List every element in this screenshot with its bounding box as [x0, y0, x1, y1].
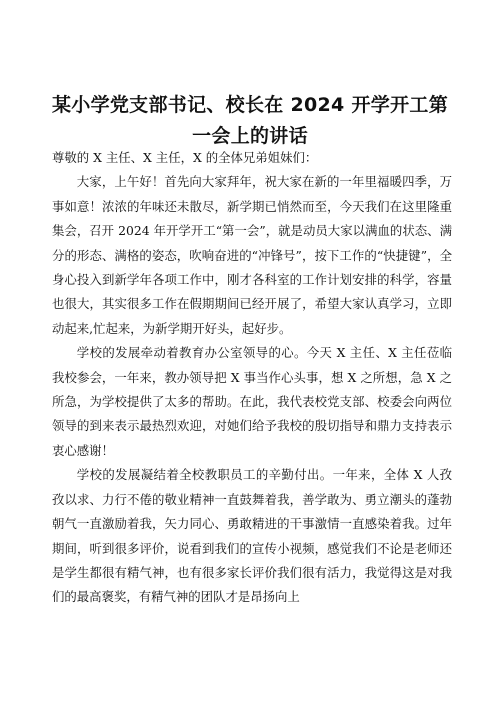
salutation: 尊敬的 X 主任、X 主任，X 的全体兄弟姐妹们：: [52, 150, 318, 165]
paragraph-staff: 学校的发展凝结着全校教职员工的辛勤付出。一年来，全体 X 人孜孜以求、力行不倦的敬业精神一直鼓舞着我，善学敢为、勇立潮头的蓬勃朝气一直激励着我，矢力同心、勇敢精进的干事激情一直感染着我。过年期间，听到很多评价，说看到我们的宣传小视频，感觉我们不论是老师还是学生都很有精气神，也有很多家长评价我们很有活力，我觉得这是对我们的最高褒奖，有精气神的团队才是昂扬向上: [52, 467, 452, 605]
document-body: [52, 146, 452, 610]
paragraph-greeting: 大家，上午好！首先向大家拜年，祝大家在新的一年里福暖四季，万事如意！浓浓的年味还未散尽，新学期已悄然而至，今天我们在这里隆重集会，召开 2024 年开学开工“第一会”，就是动员大家以满血的状态、满分的形态、满格的姿态，吹响奋进的“冲锋号”，按下工作的“快捷键”，全身心投入到新学年各项工作中，刚才各科室的工作计划安排的科学，容量也很大，其实很多工作在假期期间已经开展了，希望大家认真学习，立即动起来,忙起来，为新学期开好头，起好步。: [52, 174, 452, 336]
title-line-1: 某小学党支部书记、校长在 2024 开学开工第: [51, 94, 448, 116]
document-title: [40, 90, 460, 152]
title-line-2: 一会上的讲话: [192, 125, 308, 147]
paragraph-leadership: 学校的发展牵动着教育办公室领导的心。今天 X 主任、X 主任莅临我校参会，一年来，教办领导把 X 事当作心头事，想 X 之所想，急 X 之所急，为学校提供了太多的帮助。在此，我代表校党支部、校委会向两位领导的到来表示最热烈欢迎，对她们给予我校的殷切指导和鼎力支持表示衷心感谢！: [52, 345, 452, 458]
